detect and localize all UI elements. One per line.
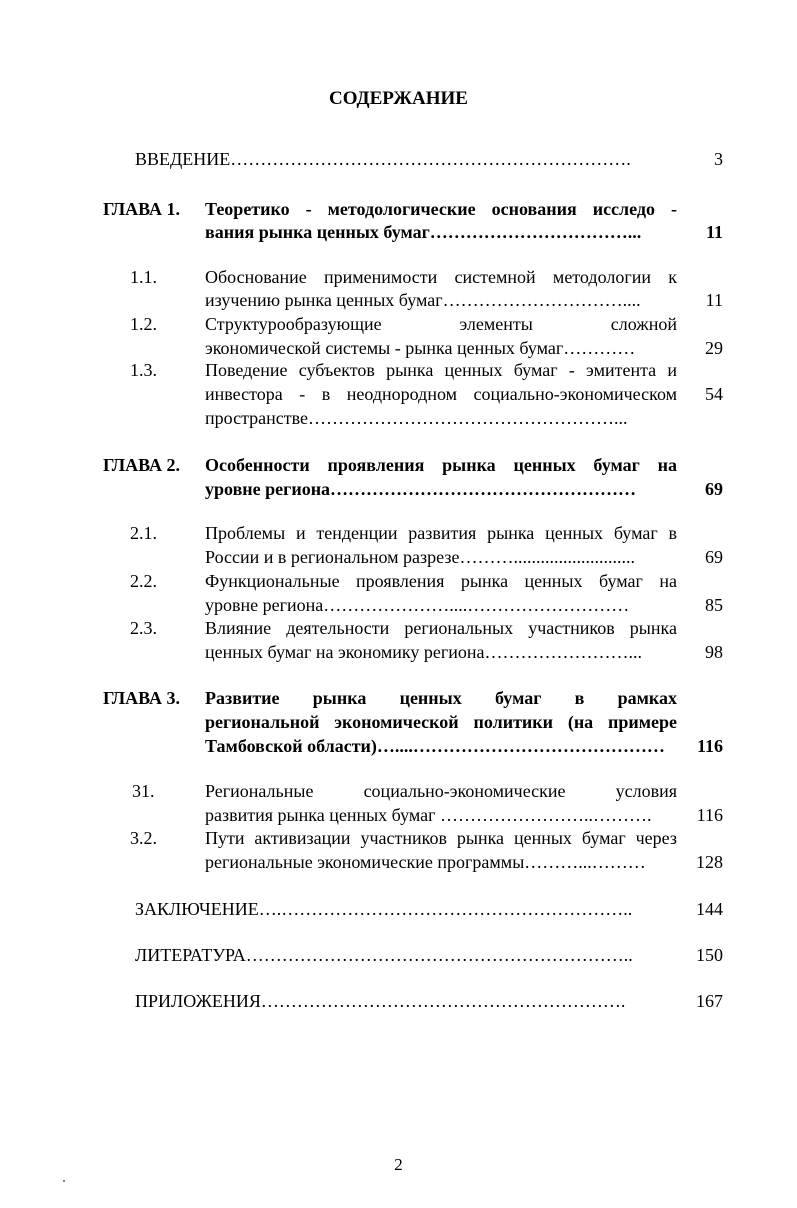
section-3-1-page: 116: [696, 805, 723, 825]
toc-entry-appendix: ПРИЛОЖЕНИЯ…………………………………………………….: [135, 991, 626, 1011]
section-1-1-number: 1.1.: [130, 267, 157, 287]
chapter-1-title-line1: Теоретико - методологические основания исследо -: [205, 199, 677, 219]
section-1-2-line2: экономической системы - рынка ценных бумаг…………: [205, 338, 636, 358]
section-2-2-line2: уровне региона…………………....………………………: [205, 595, 630, 615]
toc-page-appendix: 167: [696, 991, 723, 1011]
toc-entry-literature: ЛИТЕРАТУРА………………………………………………………..: [135, 945, 633, 965]
scan-speck: [63, 1180, 65, 1182]
section-2-1-page: 69: [705, 547, 723, 567]
toc-page-intro: 3: [714, 149, 723, 169]
chapter-3-title-line2: региональной экономической политики (на примере: [205, 712, 677, 732]
chapter-3-label: ГЛАВА 3.: [103, 688, 181, 708]
page-number: 2: [394, 1155, 403, 1174]
section-2-3-page: 98: [705, 642, 723, 662]
chapter-3-title-line3: Тамбовской области)…....……………………………………: [205, 736, 665, 756]
section-1-2-line1: Структурообразующие элементы сложной: [205, 314, 677, 334]
chapter-1-label: ГЛАВА 1.: [103, 199, 181, 219]
chapter-3-page: 116: [696, 736, 723, 756]
section-1-2-number: 1.2.: [130, 314, 157, 334]
section-1-3-line3: пространстве……………………………………………...: [205, 408, 628, 428]
toc-page-conclusion: 144: [696, 899, 723, 919]
toc-entry-conclusion: ЗАКЛЮЧЕНИЕ….…………………………………………………..: [135, 899, 633, 919]
section-3-2-number: 3.2.: [130, 828, 157, 848]
chapter-1-title-line2: вания рынка ценных бумаг……………………………...: [205, 222, 642, 242]
chapter-3-title-line1: Развитие рынка ценных бумаг в рамках: [205, 688, 677, 708]
section-2-1-number: 2.1.: [130, 523, 157, 543]
section-2-2-page: 85: [705, 595, 723, 615]
section-2-2-line1: Функциональные проявления рынка ценных бумаг на: [205, 571, 677, 591]
chapter-1-page: 11: [705, 222, 723, 242]
section-2-2-number: 2.2.: [130, 571, 157, 591]
section-2-3-line1: Влияние деятельности региональных участников рынка: [205, 618, 677, 638]
section-3-2-line2: региональные экономические программы………...………: [205, 852, 646, 872]
section-1-1-line2: изучению рынка ценных бумаг…………………………....: [205, 290, 641, 310]
chapter-2-title-line1: Особенности проявления рынка ценных бумаг на: [205, 455, 677, 475]
section-2-1-line1: Проблемы и тенденции развития рынка ценных бумаг в: [205, 523, 677, 543]
chapter-2-page: 69: [705, 479, 723, 499]
section-2-1-line2: России и в региональном разрезе………...........................: [205, 547, 635, 567]
section-2-3-line2: ценных бумаг на экономику региона……………………...: [205, 642, 642, 662]
section-1-3-page: 54: [705, 384, 723, 404]
section-1-1-page: 11: [705, 290, 723, 310]
section-3-2-page: 128: [696, 852, 723, 872]
section-1-3-number: 1.3.: [130, 360, 157, 380]
section-1-3-line2: инвестора - в неоднородном социально-экономическом: [205, 384, 677, 404]
toc-title: СОДЕРЖАНИЕ: [329, 88, 468, 109]
section-3-1-line1: Региональные социально-экономические условия: [205, 781, 677, 801]
section-3-2-line1: Пути активизации участников рынка ценных бумаг через: [205, 828, 677, 848]
chapter-2-title-line2: уровне региона……………………………………………: [205, 479, 637, 499]
section-1-3-line1: Поведение субъектов рынка ценных бумаг - эмитента и: [205, 360, 677, 380]
chapter-2-label: ГЛАВА 2.: [103, 455, 181, 475]
section-2-3-number: 2.3.: [130, 618, 157, 638]
section-3-1-number: 31.: [132, 781, 155, 801]
section-1-1-line1: Обоснование применимости системной методологии к: [205, 267, 677, 287]
toc-page-literature: 150: [696, 945, 723, 965]
section-1-2-page: 29: [705, 338, 723, 358]
section-3-1-line2: развития рынка ценных бумаг ……………………..……….: [205, 805, 652, 825]
toc-entry-intro: ВВЕДЕНИЕ………………………………………………………….: [135, 149, 631, 169]
